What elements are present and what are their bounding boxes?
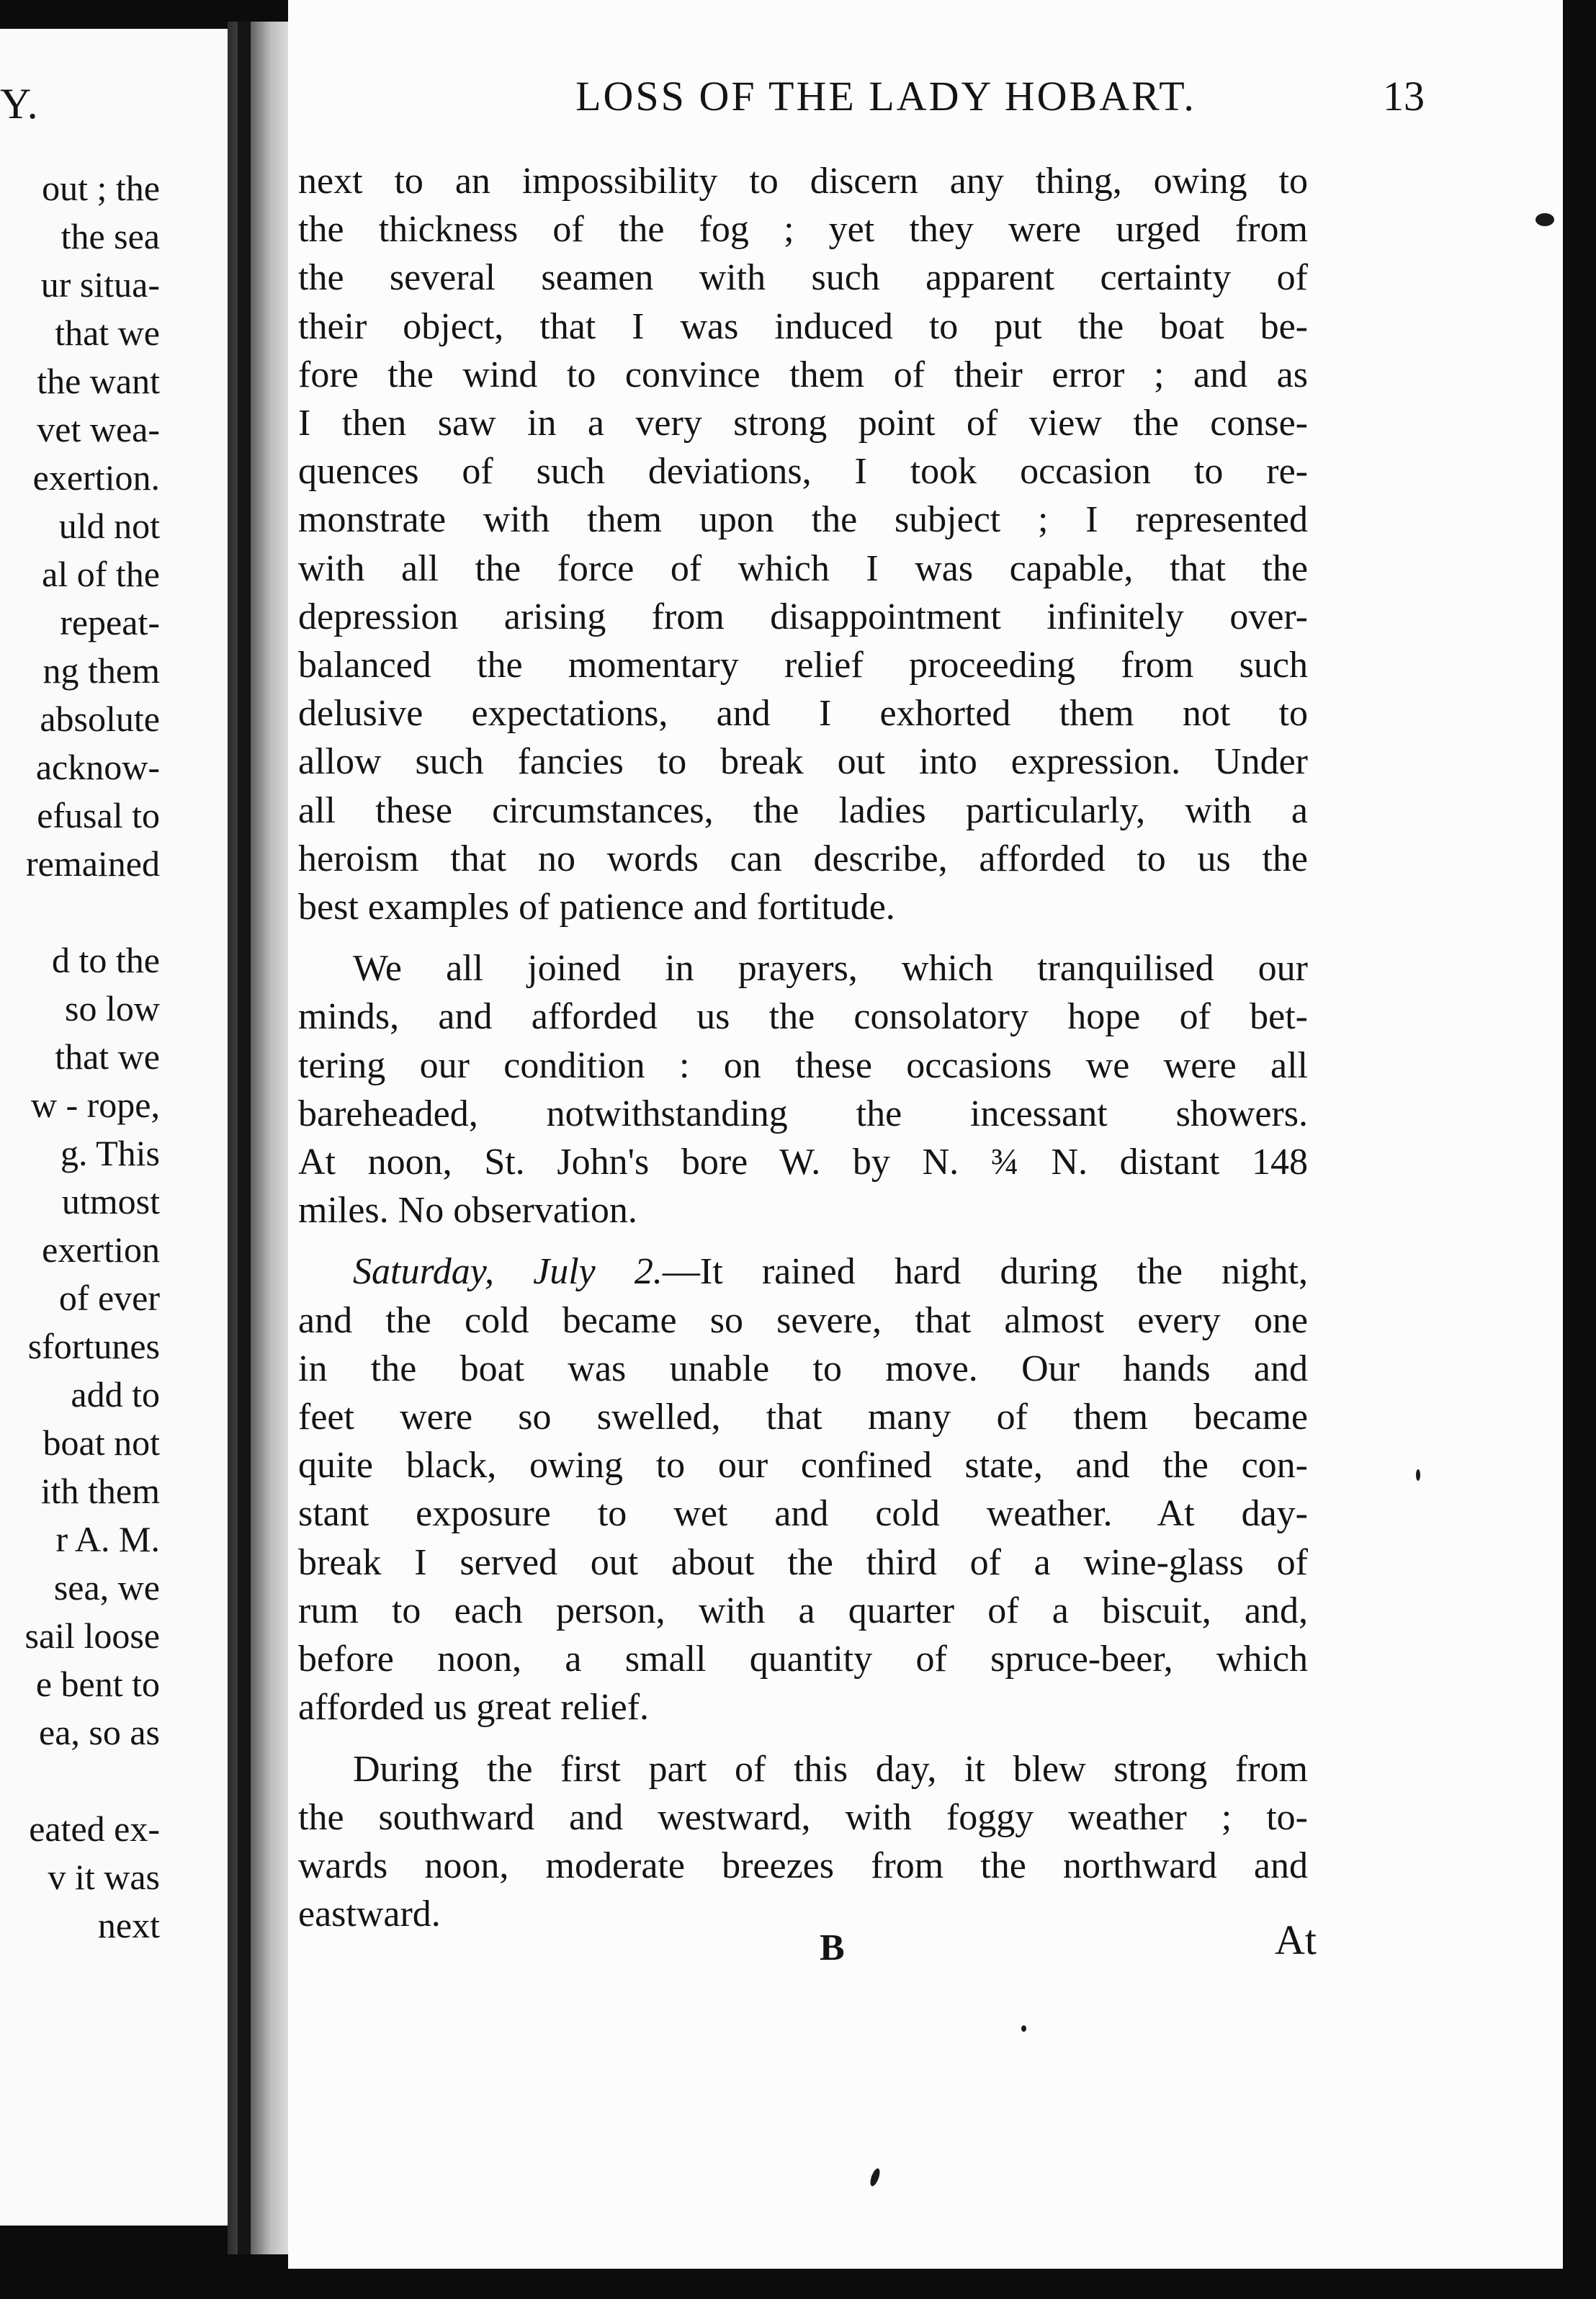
left-page-line: add to xyxy=(71,1374,160,1415)
left-page-line xyxy=(25,888,160,936)
text-line: At noon, St. John's bore W. by N. ¾ N. distant 148 xyxy=(298,1142,1308,1183)
left-page-line: ng them xyxy=(42,650,160,691)
left-facing-page xyxy=(0,29,238,2226)
left-page-line: ea, so as xyxy=(39,1712,160,1752)
page-text-block xyxy=(298,157,1308,1938)
text-line: eastward. xyxy=(298,1894,441,1935)
text-line: with all the force of which I was capable, that the xyxy=(298,547,1308,589)
text-line: delusive expectations, and I exhorted them not to xyxy=(298,693,1308,735)
text-line: break I served out about the third of a wine-glass of xyxy=(298,1541,1308,1583)
left-page-line: of ever xyxy=(58,1278,160,1318)
left-page-line: vet wea- xyxy=(37,409,160,449)
text-line: their object, that I was induced to put the boat be- xyxy=(298,305,1308,347)
left-page-line: that we xyxy=(55,313,160,353)
left-page-line: remained xyxy=(25,843,160,884)
left-page-line: exertion xyxy=(42,1229,160,1270)
text-line: next to an impossibility to discern any thing, owing to xyxy=(298,161,1308,202)
text-line: the southward and westward, with foggy weather ; to- xyxy=(298,1796,1308,1838)
text-line: monstrate with them upon the subject ; I represented xyxy=(298,499,1308,541)
left-page-line: al of the xyxy=(42,554,160,594)
left-page-line: ith them xyxy=(40,1471,160,1511)
text-line: During the first part of this day, it blew strong from xyxy=(353,1748,1308,1790)
left-page-text-fragments xyxy=(25,164,160,1950)
left-page-line: sfortunes xyxy=(27,1326,160,1366)
text-line: miles. No observation. xyxy=(298,1190,637,1232)
left-page-line: ur situa- xyxy=(40,264,160,305)
text-line: quences of such deviations, I took occasion to re- xyxy=(298,451,1308,493)
signature-mark: B xyxy=(820,1927,845,1968)
text-line: in the boat was unable to move. Our hands and xyxy=(298,1348,1308,1389)
left-page-line: exertion. xyxy=(32,457,160,498)
left-page-line: e bent to xyxy=(35,1664,160,1704)
left-page-line: out ; the xyxy=(42,168,160,208)
left-page-line: v it was xyxy=(48,1857,160,1897)
text-line-remainder: —It rained hard during the night, xyxy=(662,1251,1308,1293)
left-page-line: efusal to xyxy=(37,795,160,835)
text-line: before noon, a small quantity of spruce-beer, which xyxy=(298,1639,1308,1680)
text-line: wards noon, moderate breezes from the northward and xyxy=(298,1845,1308,1886)
left-page-line xyxy=(25,1757,160,1805)
text-line: We all joined in prayers, which tranquilised our xyxy=(353,948,1308,990)
left-page-line: the sea xyxy=(60,216,160,256)
text-line: rum to each person, with a quarter of a biscuit, and, xyxy=(298,1590,1308,1631)
left-page-line: so low xyxy=(65,988,160,1028)
left-page-line: acknow- xyxy=(35,747,160,787)
left-page-line: repeat- xyxy=(60,602,160,642)
left-page-line: absolute xyxy=(40,699,160,739)
text-line: I then saw in a very strong point of view the conse- xyxy=(298,403,1308,444)
page-title: LOSS OF THE LADY HOBART. xyxy=(575,73,1196,120)
text-line: best examples of patience and fortitude. xyxy=(298,887,895,928)
text-line: all these circumstances, the ladies particularly, with a xyxy=(298,789,1308,831)
text-line: depression arising from disappointment infinitely over- xyxy=(298,596,1308,637)
text-line: the thickness of the fog ; yet they were urged from xyxy=(298,209,1308,251)
left-page-line: r A. M. xyxy=(55,1519,160,1559)
book-gutter-edge xyxy=(238,22,251,2254)
left-page-line: utmost xyxy=(61,1181,160,1222)
left-page-line: w - rope, xyxy=(30,1085,160,1125)
text-line: minds, and afforded us the consolatory hope of bet- xyxy=(298,996,1308,1038)
text-line: allow such fancies to break out into expression. Under xyxy=(298,741,1308,783)
ink-speck xyxy=(1536,213,1554,226)
text-line: the several seamen with such apparent certainty of xyxy=(298,257,1308,299)
left-page-line: uld not xyxy=(58,506,160,546)
text-line: fore the wind to convince them of their error ; and as xyxy=(298,354,1308,395)
left-page-line: that we xyxy=(55,1036,160,1077)
left-page-line: boat not xyxy=(42,1422,160,1463)
left-page-line: d to the xyxy=(52,940,160,980)
text-line: quite black, owing to our confined state, and the con- xyxy=(298,1445,1308,1487)
text-line: tering our condition : on these occasions we were all xyxy=(298,1044,1308,1086)
ink-speck xyxy=(1021,2025,1026,2032)
left-page-line: the want xyxy=(37,361,160,401)
text-line: stant exposure to wet and cold weather. At day- xyxy=(298,1493,1308,1535)
text-line: feet were so swelled, that many of them became xyxy=(298,1397,1308,1438)
text-line: heroism that no words can describe, afforded to us the xyxy=(298,838,1308,879)
entry-date: Saturday, July 2. xyxy=(353,1251,663,1293)
text-line: bareheaded, notwithstanding the incessant showers. xyxy=(298,1093,1308,1134)
catchword: At xyxy=(1275,1917,1317,1963)
text-line: and the cold became so severe, that almost every one xyxy=(298,1299,1308,1341)
left-page-line: next xyxy=(97,1905,160,1945)
left-page-header-fragment: Y. xyxy=(0,80,40,127)
text-line: afforded us great relief. xyxy=(298,1687,650,1729)
left-page-line: sail loose xyxy=(24,1615,160,1656)
text-line: balanced the momentary relief proceeding from such xyxy=(298,645,1308,686)
running-head xyxy=(425,72,1541,130)
page-number: 13 xyxy=(1383,73,1425,120)
left-page-line: eated ex- xyxy=(29,1809,160,1849)
left-page-line: g. This xyxy=(60,1133,160,1173)
left-page-line: sea, we xyxy=(53,1567,160,1608)
ink-speck xyxy=(1416,1469,1420,1481)
text-line xyxy=(298,1247,1308,1296)
